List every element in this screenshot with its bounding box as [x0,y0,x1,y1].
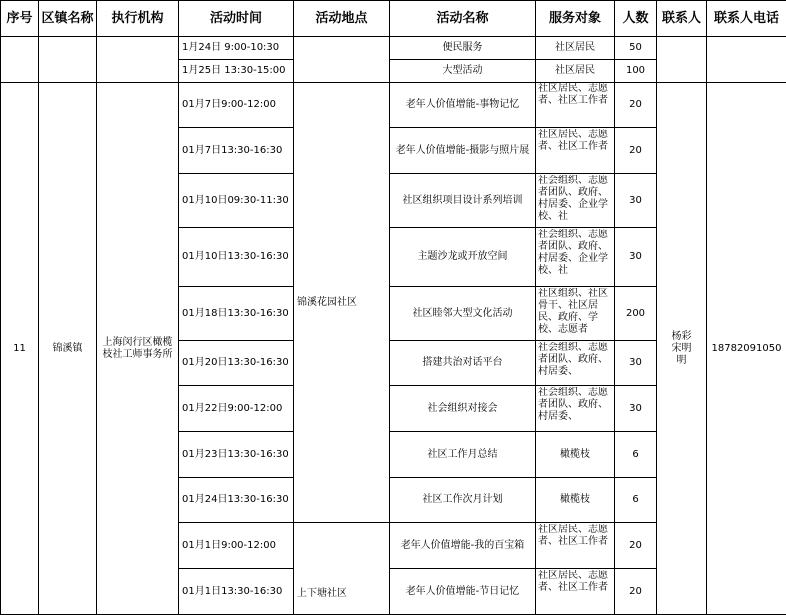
count-cell: 6 [615,478,657,523]
target-cell [536,523,615,569]
count-cell: 200 [615,287,657,341]
count-cell: 20 [615,523,657,569]
header-target: 服务对象 [536,1,615,37]
count-cell: 30 [615,341,657,386]
activity-name-cell: 搭建共治对话平台 [390,341,536,386]
location-text: 上下塘社区 [297,588,389,600]
target-text: 社会组织、志愿者团队、政府、村居委、企业学校、社 [538,229,612,286]
header-activity: 活动名称 [390,1,536,37]
header-row [1,1,786,37]
target-text: 社区居民、志愿者、社区工作者 [538,83,612,127]
activity-name-cell: 社区组织项目设计系列培训 [390,174,536,228]
target-cell [536,228,615,287]
header-phone: 联系人电话 [707,1,786,37]
time-cell: 01月7日9:00-12:00 [179,83,294,128]
time-cell: 01月24日13:30-16:30 [179,478,294,523]
activity-name-cell: 老年人价值增能-我的百宝箱 [390,523,536,569]
empty-contact-cell [657,37,707,83]
activity-name-cell: 老年人价值增能-摄影与照片展 [390,128,536,174]
target-cell [536,83,615,128]
count-cell: 20 [615,83,657,128]
seq-cell: 11 [1,83,39,615]
activity-name-cell: 社区工作月总结 [390,432,536,478]
target-cell [536,569,615,615]
target-cell: 社区居民 [536,60,615,83]
target-text: 社会组织、志愿者团队、政府、村居委、企业学校、社 [538,175,612,227]
count-cell: 20 [615,569,657,615]
location-cell [294,523,390,615]
activity-name-cell: 老年人价值增能-事物记忆 [390,83,536,128]
target-text: 社区组织、社区骨干、社区居民、政府、学校、志愿者 [538,288,612,340]
location-cell: 锦溪花园社区 [294,83,390,523]
header-time: 活动时间 [179,1,294,37]
activity-name-cell: 老年人价值增能-节日记忆 [390,569,536,615]
time-cell: 01月1日13:30-16:30 [179,569,294,615]
time-cell: 01月1日9:00-12:00 [179,523,294,569]
target-cell [536,341,615,386]
count-cell: 6 [615,432,657,478]
count-cell: 30 [615,174,657,228]
time-cell: 01月23日13:30-16:30 [179,432,294,478]
activity-name-cell: 社会组织对接会 [390,386,536,432]
target-cell [536,174,615,228]
activity-name-cell: 社区工作次月计划 [390,478,536,523]
header-location: 活动地点 [294,1,390,37]
activity-name-cell: 主题沙龙或开放空间 [390,228,536,287]
empty-town-cell [39,37,97,83]
header-contact: 联系人 [657,1,707,37]
org-cell: 上海闵行区橄榄枝社工师事务所 [97,83,179,615]
activity-name-cell: 大型活动 [390,60,536,83]
target-cell [536,287,615,341]
time-cell: 01月10日09:30-11:30 [179,174,294,228]
target-cell: 社区居民 [536,37,615,60]
count-cell: 50 [615,37,657,60]
empty-org-cell [97,37,179,83]
target-text: 社区居民、志愿者、社区工作者 [538,524,612,568]
target-cell [536,128,615,174]
target-cell [536,386,615,432]
table-row [1,37,786,60]
header-org: 执行机构 [97,1,179,37]
time-cell: 1月24日 9:00-10:30 [179,37,294,60]
table-row [1,83,786,128]
contact-cell [657,83,707,615]
phone-cell: 18782091050 [707,83,786,615]
time-cell: 01月10日13:30-16:30 [179,228,294,287]
target-text: 社区居民、志愿者、社区工作者 [538,129,612,173]
empty-seq-cell [1,37,39,83]
time-cell: 01月7日13:30-16:30 [179,128,294,174]
activity-name-cell: 社区睦邻大型文化活动 [390,287,536,341]
count-cell: 20 [615,128,657,174]
header-seq: 序号 [1,1,39,37]
town-cell: 锦溪镇 [39,83,97,615]
target-cell: 橄榄枝 [536,432,615,478]
time-cell: 1月25日 13:30-15:00 [179,60,294,83]
time-cell: 01月22日9:00-12:00 [179,386,294,432]
count-cell: 30 [615,228,657,287]
activity-name-cell: 便民服务 [390,37,536,60]
target-text: 社区居民、志愿者、社区工作者 [538,570,612,614]
empty-location-cell [294,37,390,83]
target-cell: 橄榄枝 [536,478,615,523]
target-text: 社会组织、志愿者团队、政府、村居委、 [538,342,612,385]
header-town: 区镇名称 [39,1,97,37]
count-cell: 100 [615,60,657,83]
time-cell: 01月18日13:30-16:30 [179,287,294,341]
header-count: 人数 [615,1,657,37]
empty-phone-cell [707,37,786,83]
time-cell: 01月20日13:30-16:30 [179,341,294,386]
target-text: 社会组织、志愿者团队、政府、村居委、 [538,387,612,431]
contact-text: 杨彩宋明明 [667,331,696,367]
count-cell: 30 [615,386,657,432]
